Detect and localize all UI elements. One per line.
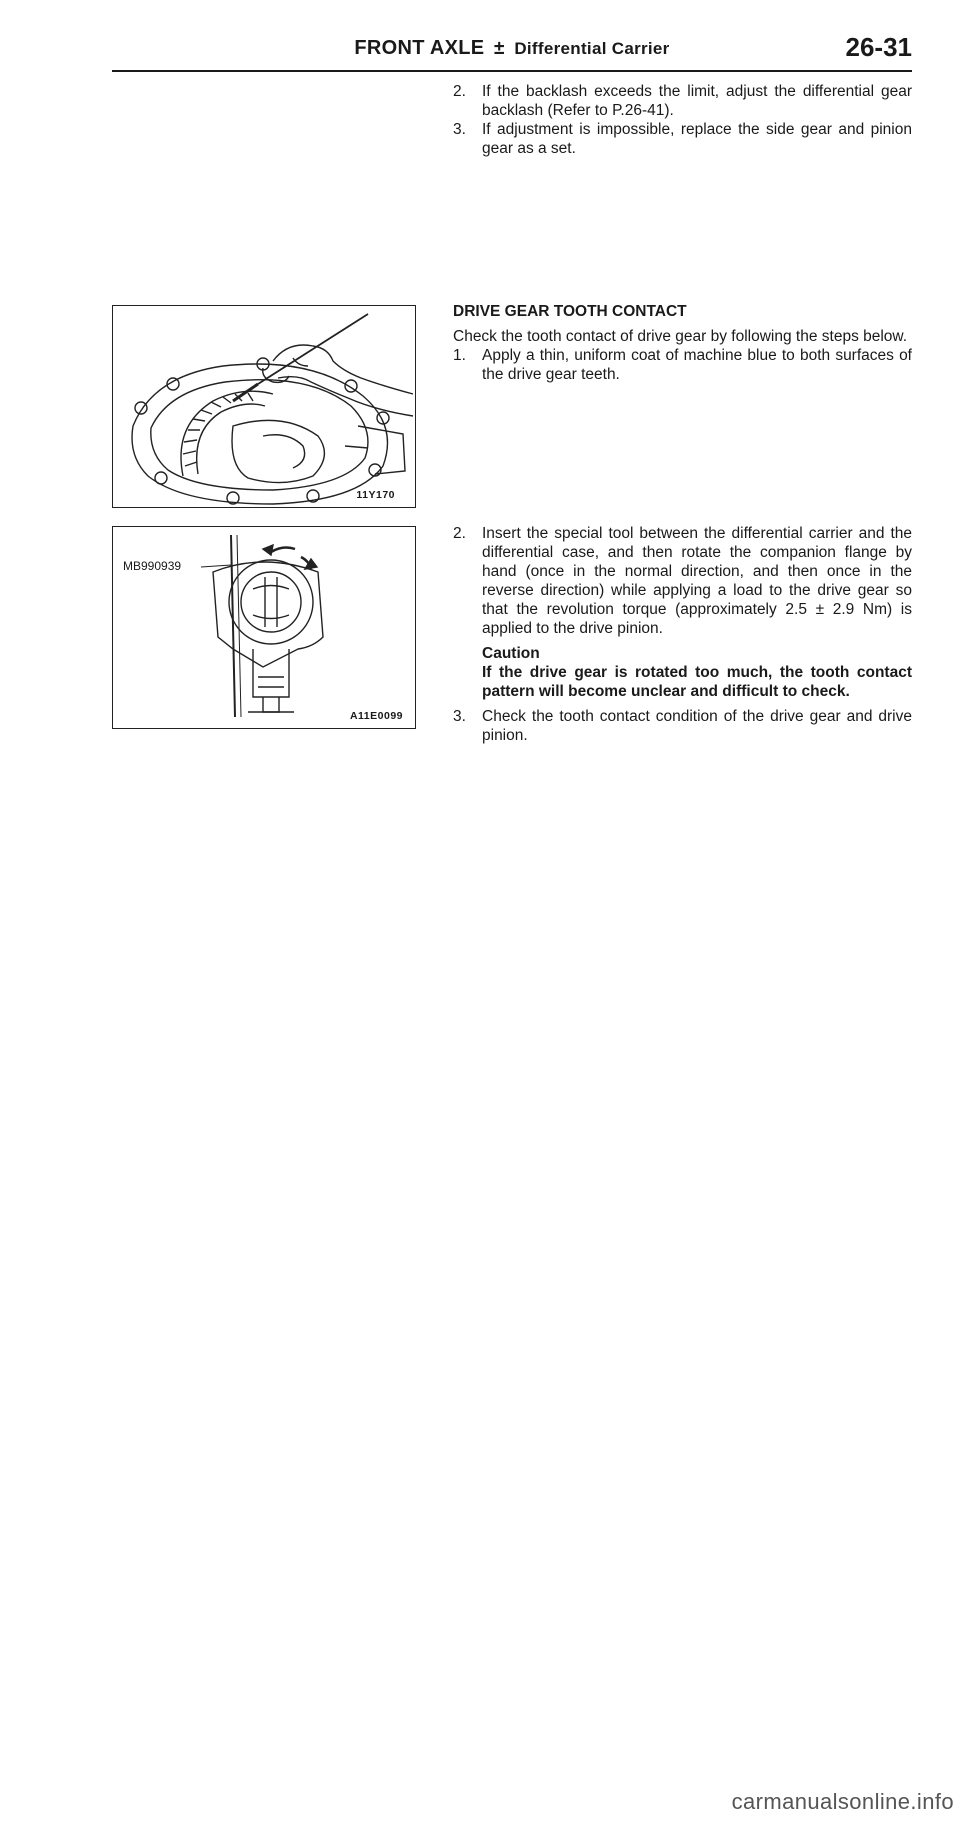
intro-step-3 (453, 120, 912, 158)
header-subsection: Differential Carrier (514, 39, 670, 58)
step-number: 3. (453, 121, 466, 138)
step-text: If the backlash exceeds the limit, adjust the differential gear backlash (Refer to P.26-41). (482, 83, 912, 119)
figure-machine-blue (112, 305, 416, 508)
page-number: 26-31 (845, 32, 912, 62)
section-intro: Check the tooth contact of drive gear by following the steps below. (453, 328, 908, 345)
footer-watermark[interactable]: carmanualsonline.info (731, 1789, 954, 1814)
step-text: Insert the special tool between the differential carrier and the differential case, and then rotate the companion flange by hand (once in the normal direction, and then once in the reverse direction) while applying a load to the drive gear so that the revolution torque (approximately 2.5 ± 2.9 Nm) is applied to the drive pinion. (482, 525, 912, 637)
section-heading: DRIVE GEAR TOOTH CONTACT (453, 303, 687, 320)
tool-callout: MB990939 (123, 559, 182, 573)
intro-step-2 (453, 82, 912, 120)
figure-code: 11Y170 (356, 489, 395, 501)
gear-coating-illustration (113, 306, 415, 507)
step-text: If adjustment is impossible, replace the side gear and pinion gear as a set. (482, 121, 912, 157)
contact-step-1 (453, 346, 912, 384)
step-text: Check the tooth contact condition of the drive gear and drive pinion. (482, 708, 912, 744)
header-section: FRONT AXLE (354, 37, 485, 59)
contact-step-2 (453, 524, 912, 638)
tooth-contact-section (453, 302, 912, 384)
contact-step-3 (453, 707, 912, 745)
step-text: Apply a thin, uniform coat of machine blue to both surfaces of the drive gear teeth. (482, 347, 912, 383)
step-number: 2. (453, 525, 466, 542)
header-title (112, 37, 912, 60)
tooth-contact-steps (453, 524, 912, 745)
step-number: 3. (453, 708, 466, 725)
header-rule (112, 70, 912, 72)
caution-title: Caution (482, 645, 540, 662)
special-tool-illustration (113, 527, 415, 728)
header-separator: ± (494, 38, 505, 59)
caution-block (453, 644, 912, 701)
caution-body: If the drive gear is rotated too much, the tooth contact pattern will become unclear and difficult to check. (482, 664, 912, 700)
intro-steps (453, 82, 912, 158)
page-header (112, 30, 912, 70)
figure-code: A11E0099 (349, 710, 403, 722)
figure-special-tool (112, 526, 416, 729)
step-number: 1. (453, 347, 466, 364)
step-number: 2. (453, 83, 466, 100)
